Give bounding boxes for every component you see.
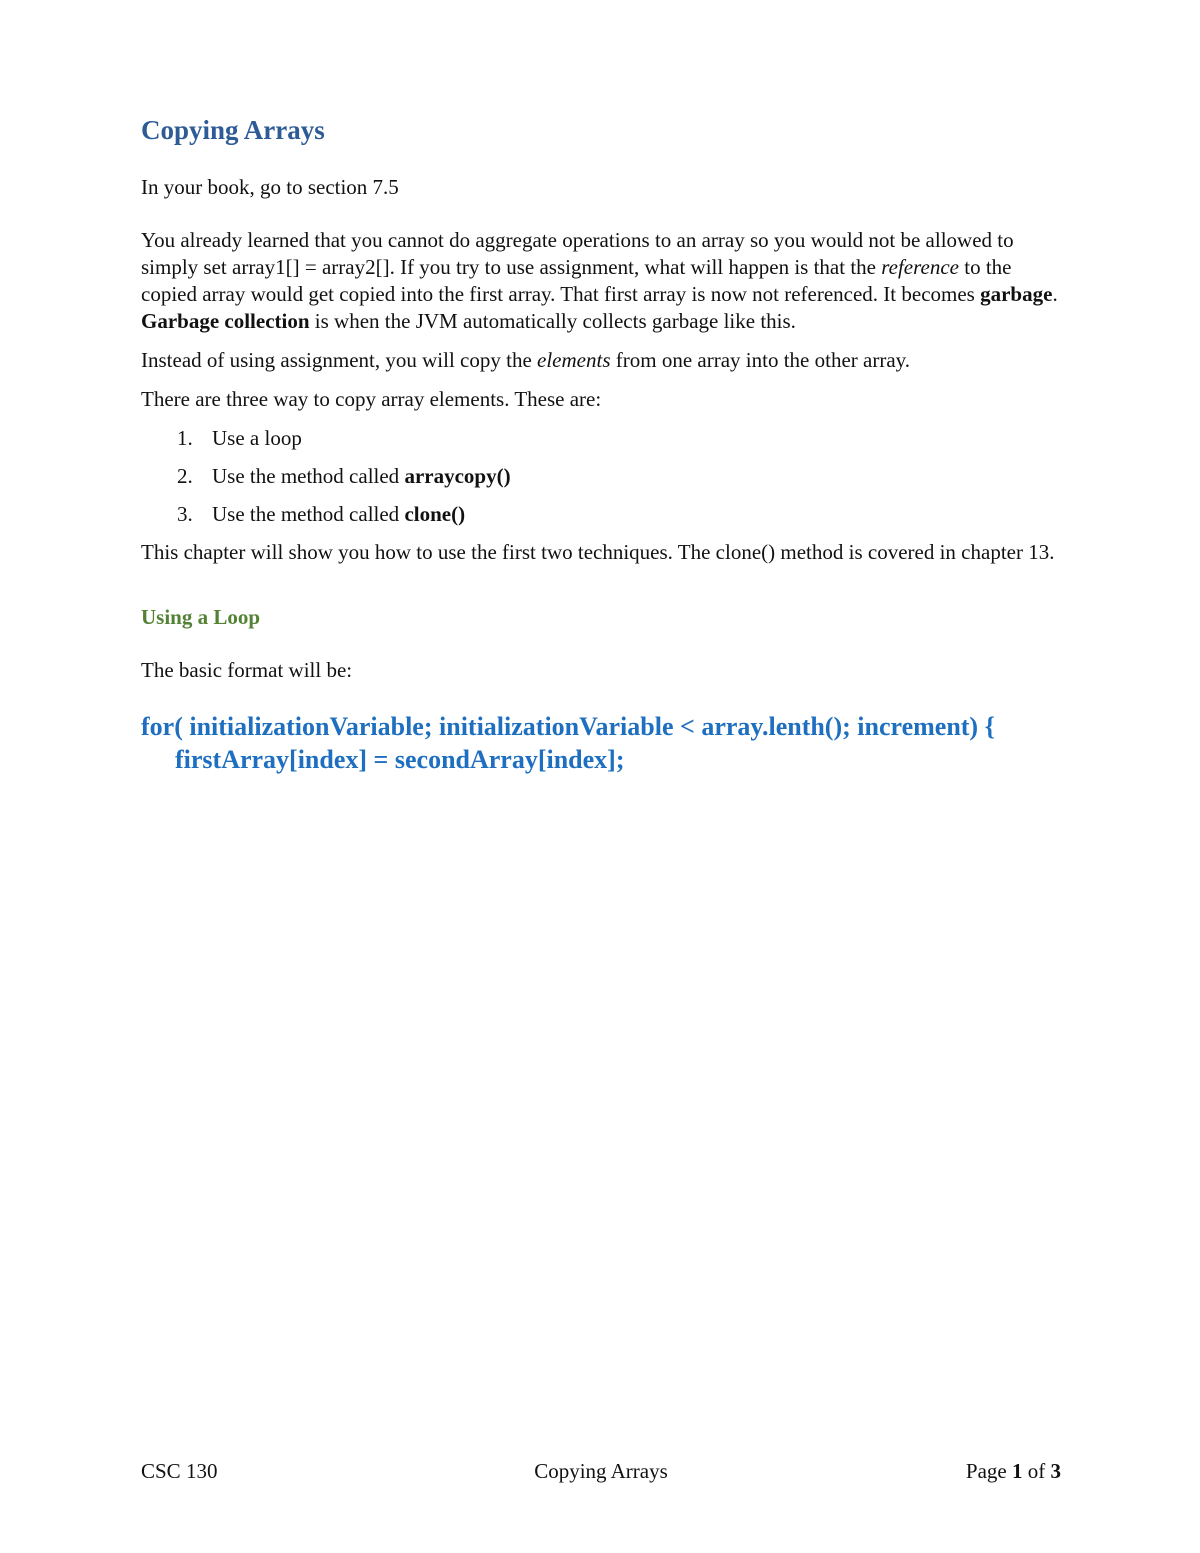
list-number: 1. bbox=[177, 426, 193, 450]
list-item-method: clone() bbox=[404, 502, 466, 526]
list-item bbox=[141, 463, 1061, 490]
footer-current-page: 1 bbox=[1012, 1459, 1023, 1483]
text-run: You already learned that you cannot do aggregate operations to an array so you would not be allowed to simply set array1[] = array2[]. If you try to use assignment, what will happen is that the bbox=[141, 228, 1014, 279]
basic-format-paragraph: The basic format will be: bbox=[141, 658, 353, 682]
emphasis-reference: reference bbox=[881, 255, 959, 279]
footer-page-number bbox=[966, 1457, 1061, 1485]
section-heading: Using a Loop bbox=[141, 605, 261, 629]
page-title: Copying Arrays bbox=[141, 115, 325, 145]
bold-garbage: garbage bbox=[980, 282, 1053, 306]
list-text bbox=[212, 463, 511, 490]
text-run: is when the JVM automatically collects garbage like this. bbox=[309, 309, 796, 333]
code-line-2: firstArray[index] = secondArray[index]; bbox=[175, 745, 625, 774]
footer-of-label: of bbox=[1022, 1459, 1051, 1483]
list-number: 3. bbox=[177, 502, 193, 526]
three-ways-paragraph: There are three way to copy array elements. These are: bbox=[141, 387, 602, 411]
emphasis-elements: elements bbox=[537, 348, 611, 372]
list-item-text: Use a loop bbox=[212, 426, 302, 450]
aggregate-paragraph bbox=[141, 227, 1061, 335]
footer-title: Copying Arrays bbox=[534, 1459, 668, 1483]
list-item-text: Use the method called bbox=[212, 502, 405, 526]
page-content bbox=[141, 112, 1061, 776]
code-block bbox=[141, 710, 1061, 776]
chapter-paragraph: This chapter will show you how to use the first two techniques. The clone() method is covered in chapter 13. bbox=[141, 540, 1055, 564]
page-footer bbox=[141, 1457, 1061, 1485]
list-item-text: Use the method called bbox=[212, 464, 405, 488]
list-text bbox=[212, 425, 302, 452]
footer-page-label: Page bbox=[965, 1459, 1012, 1483]
list-item bbox=[141, 425, 1061, 452]
bold-garbage-collection: Garbage collection bbox=[141, 309, 310, 333]
text-run: . bbox=[1052, 282, 1058, 306]
copy-methods-list bbox=[141, 425, 1061, 528]
instead-paragraph bbox=[141, 347, 1061, 374]
list-text bbox=[212, 501, 465, 528]
text-run: to the copied array would get copied into the first array. That first array is now not referenced. It becomes bbox=[141, 255, 1012, 306]
footer-total-pages: 3 bbox=[1050, 1459, 1061, 1483]
list-item-method: arraycopy() bbox=[404, 464, 511, 488]
footer-course: CSC 130 bbox=[141, 1459, 218, 1483]
intro-paragraph: In your book, go to section 7.5 bbox=[141, 175, 399, 199]
text-run: Instead of using assignment, you will copy the bbox=[141, 348, 538, 372]
code-line-1: for( initializationVariable; initializationVariable < array.lenth(); increment) { bbox=[141, 712, 995, 741]
list-item bbox=[141, 501, 1061, 528]
list-number: 2. bbox=[177, 464, 193, 488]
text-run: from one array into the other array. bbox=[610, 348, 911, 372]
